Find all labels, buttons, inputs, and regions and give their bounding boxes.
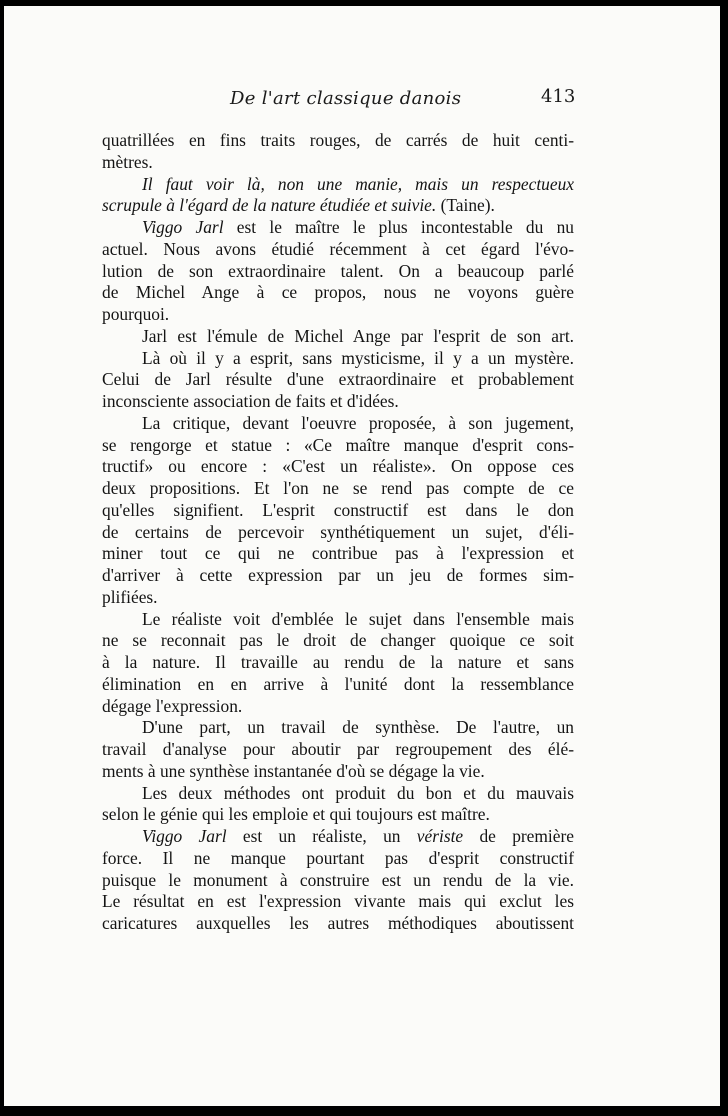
text-line: ne se reconnait pas le droit de changer quoique ce soit bbox=[102, 630, 574, 651]
text-line bbox=[102, 195, 574, 217]
italic-quote: scrupule à l'égard de la nature étudiée et suivie. bbox=[102, 195, 437, 216]
text-line: D'une part, un travail de synthèse. De l'autre, un bbox=[142, 717, 574, 738]
text-fragment: de première bbox=[463, 826, 574, 846]
page-header bbox=[4, 86, 720, 116]
text-line: plifiées. bbox=[102, 586, 158, 607]
text-line: Il faut voir là, non une manie, mais un respectueux bbox=[142, 173, 574, 194]
artist-name: Viggo Jarl bbox=[142, 826, 227, 846]
text-line: Le résultat en est l'expression vivante mais qui exclut les bbox=[102, 891, 574, 912]
text-line: lution de son extraordinaire talent. On a beaucoup parlé bbox=[102, 260, 574, 281]
text-line: quatrillées en fins traits rouges, de carrés de huit centi- bbox=[102, 130, 574, 150]
text-line: qu'elles signifient. L'esprit constructif est dans le don bbox=[102, 499, 574, 520]
text-line: deux propositions. Et l'on ne se rend pas compte de ce bbox=[102, 478, 574, 498]
artist-name: Viggo Jarl bbox=[142, 217, 224, 237]
text-line bbox=[102, 826, 574, 848]
text-line: Là où il y a esprit, sans mysticisme, il y a un mystère. bbox=[142, 347, 574, 368]
text-line: à la nature. Il travaille au rendu de la nature et sans bbox=[102, 652, 574, 672]
text-line: miner tout ce qui ne contribue pas à l'expression et bbox=[102, 543, 574, 564]
text-line: actuel. Nous avons étudié récemment à cet égard l'évo- bbox=[102, 238, 574, 259]
italic-term: vériste bbox=[416, 826, 464, 846]
text-line: mètres. bbox=[102, 151, 153, 172]
text-line: Les deux méthodes ont produit du bon et du mauvais bbox=[142, 782, 574, 803]
text-line: élimination en en arrive à l'unité dont la ressemblance bbox=[102, 673, 574, 694]
text-line: Celui de Jarl résulte d'une extraordinaire et probablement bbox=[102, 369, 574, 390]
body-text bbox=[102, 130, 574, 935]
text-line bbox=[102, 217, 574, 239]
text-line: ments à une synthèse instantanée d'où se dégage la vie. bbox=[102, 760, 485, 781]
text-line: pourquoi. bbox=[102, 304, 170, 324]
text-line: puisque le monument à construire est un rendu de la vie. bbox=[102, 869, 574, 890]
quote-attribution: (Taine). bbox=[436, 195, 495, 216]
text-line: caricatures auxquelles les autres méthodiques aboutissent bbox=[102, 913, 574, 933]
running-title: De l'art classique danois bbox=[230, 88, 462, 109]
text-line: Jarl est l'émule de Michel Ange par l'esprit de son art. bbox=[142, 325, 574, 346]
page-number: 413 bbox=[541, 86, 576, 107]
text-line: travail d'analyse pour aboutir par regroupement des élé- bbox=[102, 739, 574, 759]
text-line: de certains de percevoir synthétiquement un sujet, d'éli- bbox=[102, 521, 574, 542]
book-page bbox=[4, 6, 720, 1106]
text-line: d'arriver à cette expression par un jeu de formes sim- bbox=[102, 565, 574, 585]
text-line: Le réaliste voit d'emblée le sujet dans l'ensemble mais bbox=[142, 608, 574, 629]
text-line: selon le génie qui les emploie et qui toujours est maître. bbox=[102, 804, 490, 825]
text-fragment: est le maître le plus incontestable du nu bbox=[223, 217, 574, 237]
text-line: de Michel Ange à ce propos, nous ne voyons guère bbox=[102, 282, 574, 303]
text-line: inconsciente association de faits et d'idées. bbox=[102, 391, 399, 411]
text-line: force. Il ne manque pourtant pas d'esprit constructif bbox=[102, 847, 574, 868]
text-line: se rengorge et statue : «Ce maître manque d'esprit cons- bbox=[102, 434, 574, 455]
text-line: La critique, devant l'oeuvre proposée, à son jugement, bbox=[142, 412, 574, 433]
text-line: tructif» ou encore : «C'est un réaliste». On oppose ces bbox=[102, 456, 574, 477]
text-line: dégage l'expression. bbox=[102, 695, 243, 716]
text-fragment: est un réaliste, un bbox=[226, 826, 417, 846]
